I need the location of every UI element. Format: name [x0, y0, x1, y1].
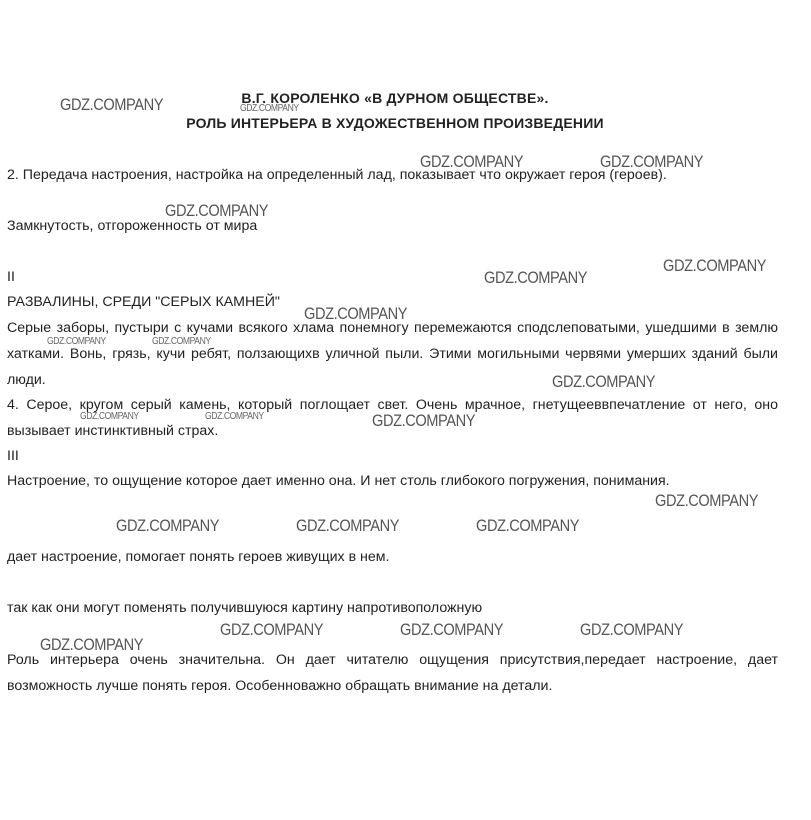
roman-numeral-2: II [7, 269, 15, 285]
watermark: GDZ.COMPANY [116, 516, 220, 535]
watermark: GDZ.COMPANY [580, 620, 684, 639]
watermark: GDZ.COMPANY [60, 95, 164, 114]
watermark: GDZ.COMPANY [476, 516, 580, 535]
watermark: GDZ.COMPANY [152, 336, 211, 347]
watermark: GDZ.COMPANY [372, 411, 476, 430]
fences-paragraph: Серые заборы, пустыри с кучами всякого хлама понемногу перемежаются сподслеповатыми, ушедшими в землю хатками. Вонь, грязь, кучи ребят, ползающихв уличной пыли. Этими могильными червями умерших зданий были люди. [7, 320, 778, 388]
watermark: GDZ.COMPANY [220, 620, 324, 639]
watermark: GDZ.COMPANY [205, 411, 264, 422]
role-paragraph: Роль интерьера очень значительна. Он дает читателю ощущения присутствия,передает настроение, дает возможность лучше понять героя. Особенноважно обращать внимание на детали. [7, 652, 778, 694]
mood-paragraph: Настроение, то ощущение которое дает именно она. И нет столь глибокого погружения, понимания. [7, 473, 670, 489]
watermark: GDZ.COMPANY [655, 491, 759, 510]
watermark: GDZ.COMPANY [484, 268, 588, 287]
watermark: GDZ.COMPANY [663, 256, 767, 275]
roman-numeral-3: III [7, 448, 19, 464]
watermark: GDZ.COMPANY [240, 103, 299, 114]
watermark: GDZ.COMPANY [80, 411, 139, 422]
watermark: GDZ.COMPANY [165, 201, 269, 220]
watermark: GDZ.COMPANY [400, 620, 504, 639]
watermark: GDZ.COMPANY [420, 152, 524, 171]
isolation-text: Замкнутость, отгороженность от мира [7, 218, 258, 234]
watermark: GDZ.COMPANY [304, 304, 408, 323]
title-line-2: РОЛЬ ИНТЕРЬЕРА В ХУДОЖЕСТВЕННОМ ПРОИЗВЕДЕНИИ [186, 115, 604, 131]
title-line-1: В.Г. КОРОЛЕНКО «В ДУРНОМ ОБЩЕСТВЕ». [241, 90, 549, 106]
ruins-heading: РАЗВАЛИНЫ, СРЕДИ "СЕРЫХ КАМНЕЙ" [7, 294, 280, 310]
watermark: GDZ.COMPANY [47, 336, 106, 347]
item-2-text: 2. Передача настроения, настройка на определенный лад, показывает что окружает героя (героев). [7, 167, 667, 183]
watermark: GDZ.COMPANY [40, 635, 144, 654]
item-4-paragraph: 4. Серое, кругом серый камень, который поглощает свет. Очень мрачное, гнетущееввпечатление от него, оно вызывает инстинктивный страх. [7, 397, 778, 439]
watermark: GDZ.COMPANY [296, 516, 400, 535]
gives-mood-text: дает настроение, помогает понять героев живущих в нем. [7, 549, 390, 565]
watermark: GDZ.COMPANY [552, 372, 656, 391]
change-picture-text: так как они могут поменять получившуюся картину напротивоположную [7, 600, 483, 616]
watermark: GDZ.COMPANY [600, 152, 704, 171]
